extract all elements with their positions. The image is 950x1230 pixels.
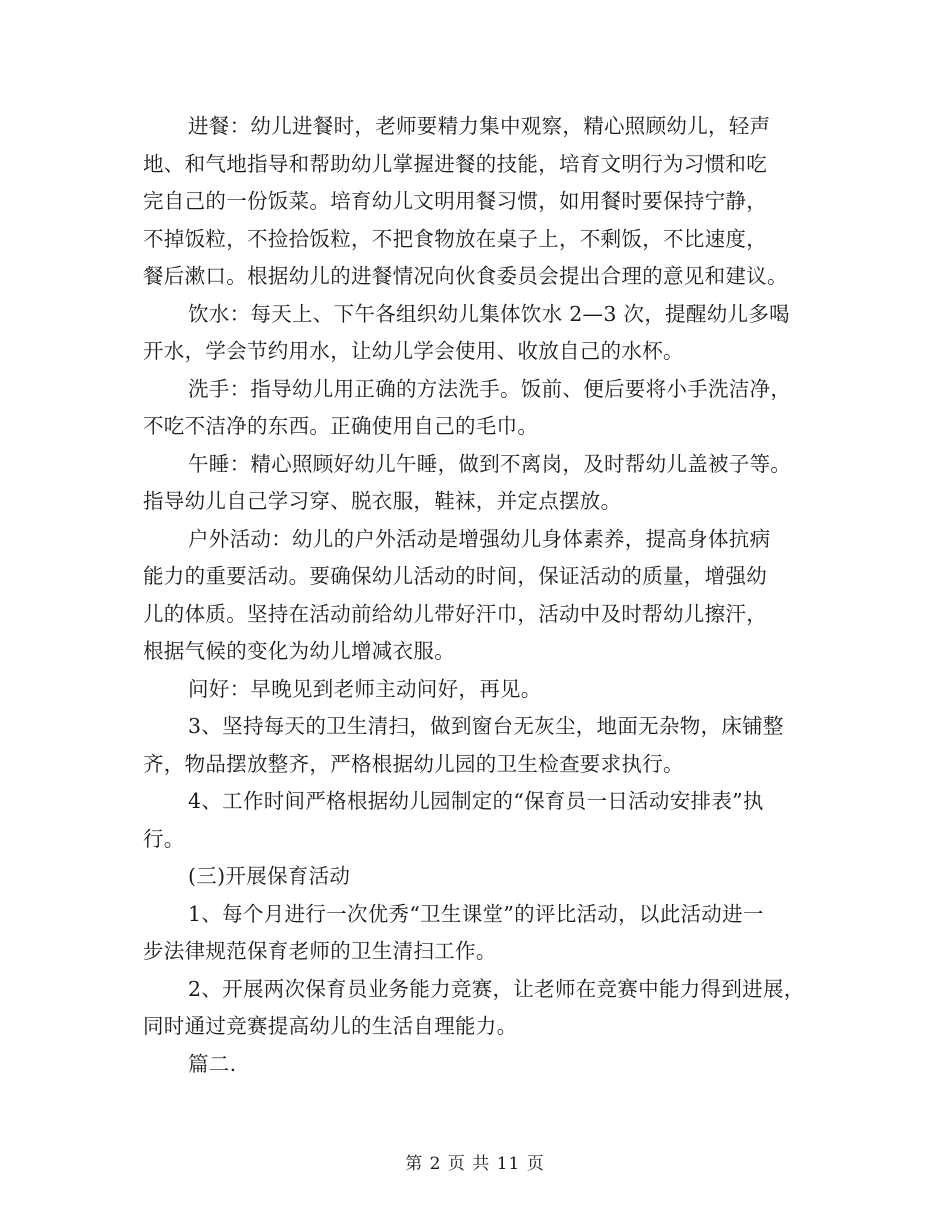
paragraph-outdoor-line-4: 根据气候的变化为幼儿增减衣服。: [143, 639, 455, 663]
paragraph-meal-line-1: 进餐：幼儿进餐时，老师要精力集中观察，精心照顾幼儿，轻声: [188, 114, 771, 138]
paragraph-outdoor-line-1: 户外活动：幼儿的户外活动是增强幼儿身体素养，提高身体抗病: [188, 527, 771, 551]
paragraph-meal-line-5: 餐后漱口。根据幼儿的进餐情况向伙食委员会提出合理的意见和建议。: [143, 264, 788, 288]
paragraph-nap-line-1: 午睡：精心照顾好幼儿午睡，做到不离岗，及时帮幼儿盖被子等。: [188, 452, 792, 476]
paragraph-nap-line-2: 指导幼儿自己学习穿、脱衣服，鞋袜，并定点摆放。: [143, 489, 622, 513]
paragraph-meal-line-3: 完自己的一份饭菜。培育幼儿文明用餐习惯，如用餐时要保持宁静，: [143, 189, 767, 213]
section-heading-three: (三)开展保育活动: [188, 864, 351, 888]
paragraph-handwash-line-1: 洗手：指导幼儿用正确的方法洗手。饭前、便后要将小手洗洁净，: [188, 377, 792, 401]
paragraph-outdoor-line-2: 能力的重要活动。要确保幼儿活动的时间，保证活动的质量，增强幼: [143, 564, 767, 588]
page-number-footer: 第 2 页 共 11 页: [405, 1154, 545, 1174]
paragraph-activity-1-line-1: 1、每个月进行一次优秀“卫生课堂”的评比活动，以此活动进一: [188, 902, 764, 926]
section-heading-part-two: 篇二.: [188, 1052, 237, 1076]
paragraph-activity-2-line-1: 2、开展两次保育员业务能力竞赛，让老师在竞赛中能力得到进展，: [188, 977, 805, 1001]
paragraph-water-line-1: 饮水：每天上、下午各组织幼儿集体饮水 2—3 次，提醒幼儿多喝: [188, 302, 790, 326]
paragraph-water-line-2: 开水，学会节约用水，让幼儿学会使用、收放自己的水杯。: [143, 339, 684, 363]
paragraph-outdoor-line-3: 儿的体质。坚持在活动前给幼儿带好汗巾，活动中及时帮幼儿擦汗，: [143, 602, 767, 626]
paragraph-activity-2-line-2: 同时通过竞赛提高幼儿的生活自理能力。: [143, 1014, 518, 1038]
paragraph-handwash-line-2: 不吃不洁净的东西。正确使用自己的毛巾。: [143, 414, 539, 438]
paragraph-item-4-line-1: 4、工作时间严格根据幼儿园制定的“保育员一日活动安排表”执: [188, 789, 764, 813]
paragraph-item-3-line-1: 3、坚持每天的卫生清扫，做到窗台无灰尘，地面无杂物，床铺整: [188, 714, 784, 738]
paragraph-item-4-line-2: 行。: [143, 827, 185, 851]
paragraph-meal-line-4: 不掉饭粒，不捡拾饭粒，不把食物放在桌子上，不剩饭，不比速度，: [143, 227, 767, 251]
paragraph-activity-1-line-2: 步法律规范保育老师的卫生清扫工作。: [143, 939, 497, 963]
paragraph-greeting-line-1: 问好：早晚见到老师主动问好，再见。: [188, 677, 542, 701]
paragraph-meal-line-2: 地、和气地指导和帮助幼儿掌握进餐的技能，培育文明行为习惯和吃: [143, 152, 767, 176]
paragraph-item-3-line-2: 齐，物品摆放整齐，严格根据幼儿园的卫生检查要求执行。: [143, 752, 684, 776]
